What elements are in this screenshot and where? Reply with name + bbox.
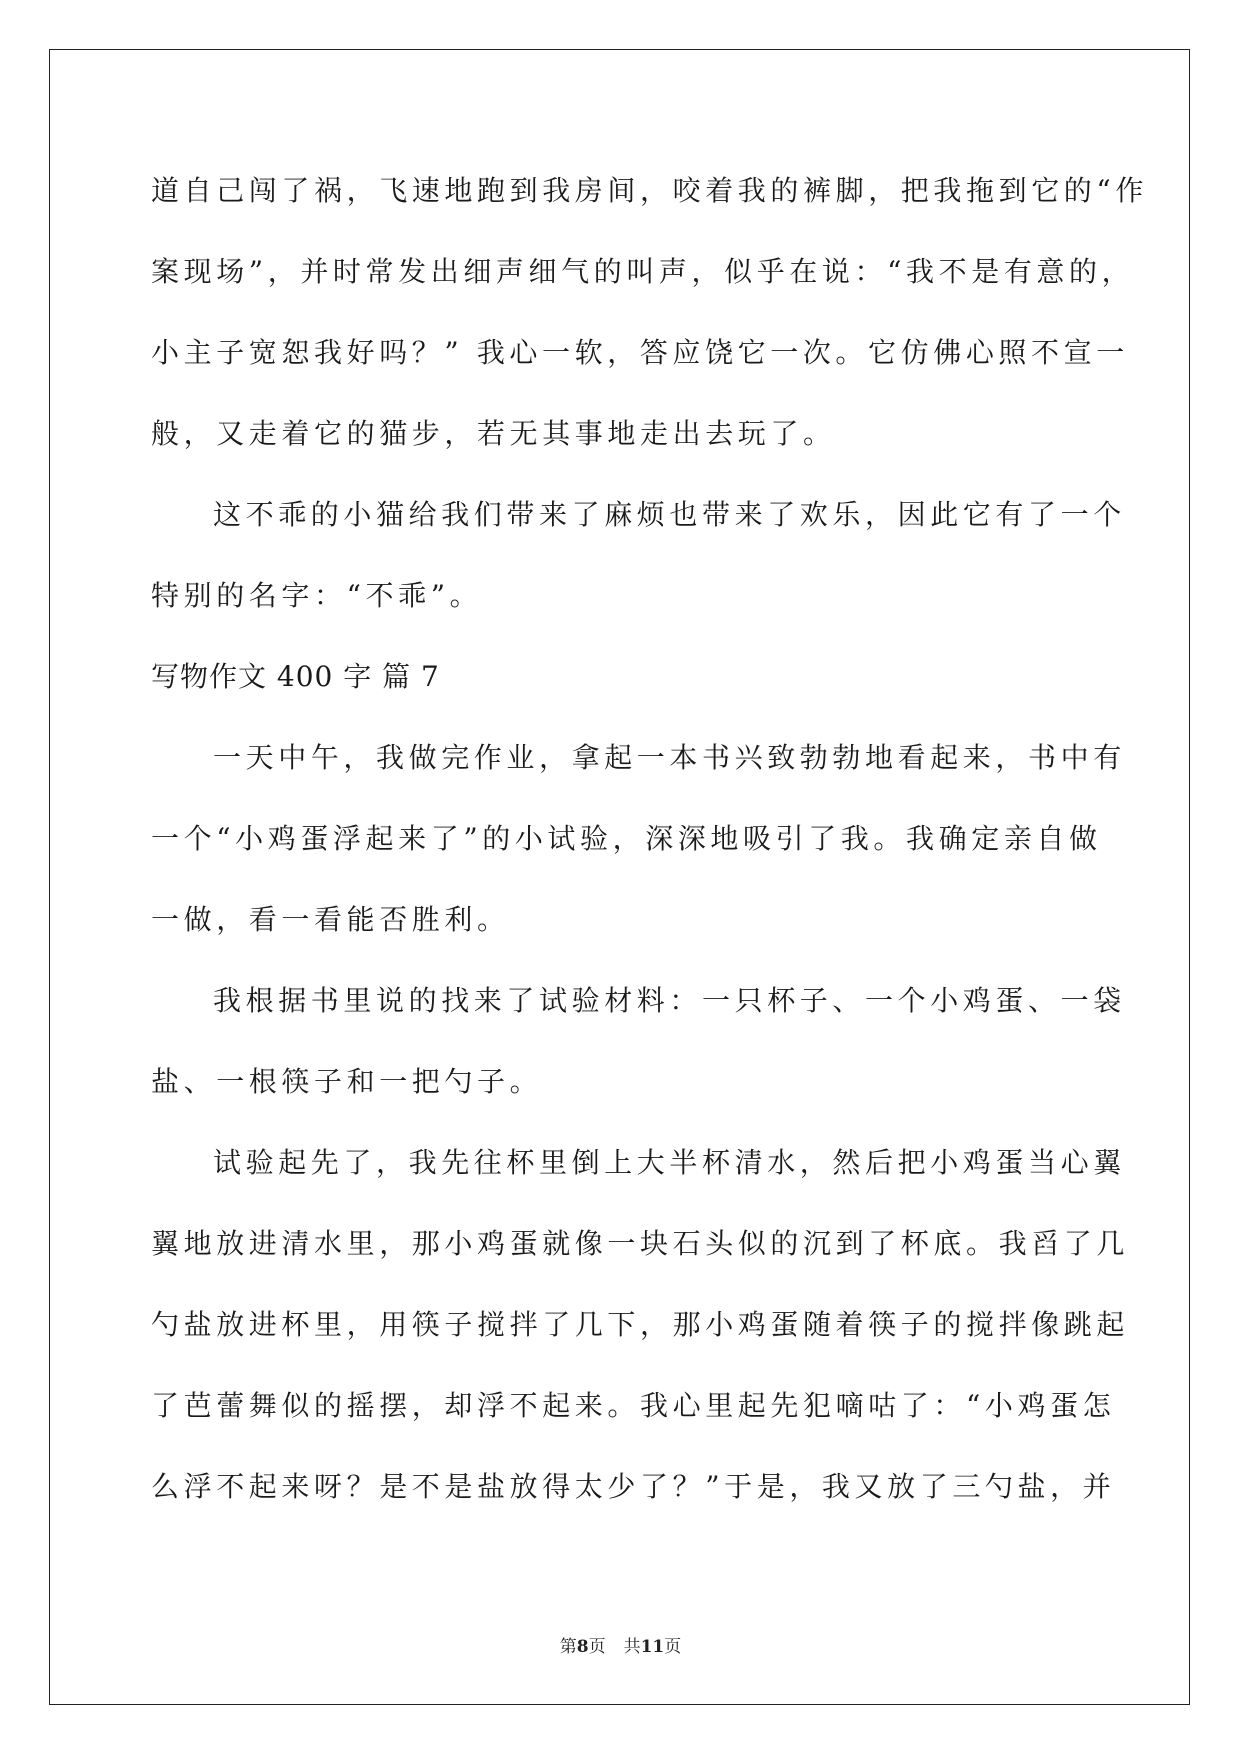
text-line: 特别的名字：“不乖”。 <box>151 579 483 612</box>
text-line: 一个“小鸡蛋浮起来了”的小试验，深深地吸引了我。我确定亲自做 <box>151 822 1102 855</box>
text-line: 案现场”，并时常发出细声细气的叫声，似乎在说：“我不是有意的， <box>151 255 1135 288</box>
paragraph-start-line: 我根据书里说的找来了试验材料：一只杯子、一个小鸡蛋、一袋 <box>213 984 1126 1017</box>
text-line: 了芭蕾舞似的摇摆，却浮不起来。我心里起先犯嘀咕了：“小鸡蛋怎 <box>151 1389 1116 1422</box>
text-line: 般，又走着它的猫步，若无其事地走出去玩了。 <box>151 417 836 450</box>
footer-total-prefix: 共 <box>623 1637 641 1657</box>
footer-page-number: 8 <box>576 1637 589 1657</box>
section-heading: 写物作文 400 字 篇 7 <box>151 660 440 693</box>
text-line: 一做，看一看能否胜利。 <box>151 903 510 936</box>
footer-page-prefix: 第 <box>559 1637 577 1657</box>
paragraph-start-line: 这不乖的小猫给我们带来了麻烦也带来了欢乐，因此它有了一个 <box>213 498 1126 531</box>
text-line: 勺盐放进杯里，用筷子搅拌了几下，那小鸡蛋随着筷子的搅拌像跳起 <box>151 1308 1130 1341</box>
text-line: 盐、一根筷子和一把勺子。 <box>151 1065 543 1098</box>
paragraph-start-line: 一天中午，我做完作业，拿起一本书兴致勃勃地看起来，书中有 <box>213 741 1126 774</box>
document-body <box>151 150 1148 1527</box>
paragraph-start-line: 试验起先了，我先往杯里倒上大半杯清水，然后把小鸡蛋当心翼 <box>213 1146 1126 1179</box>
text-line: 么浮不起来呀？是不是盐放得太少了？”于是，我又放了三勺盐，并 <box>151 1470 1116 1503</box>
page-footer <box>0 1632 1241 1657</box>
footer-total-suffix: 页 <box>664 1637 682 1657</box>
text-line: 道自己闯了祸，飞速地跑到我房间，咬着我的裤脚，把我拖到它的“作 <box>151 174 1148 207</box>
footer-page-suffix: 页 <box>588 1637 606 1657</box>
text-line: 小主子宽恕我好吗？” 我心一软，答应饶它一次。它仿佛心照不宣一 <box>151 336 1129 369</box>
footer-total-pages: 11 <box>640 1637 665 1657</box>
text-line: 翼地放进清水里，那小鸡蛋就像一块石头似的沉到了杯底。我舀了几 <box>151 1227 1130 1260</box>
